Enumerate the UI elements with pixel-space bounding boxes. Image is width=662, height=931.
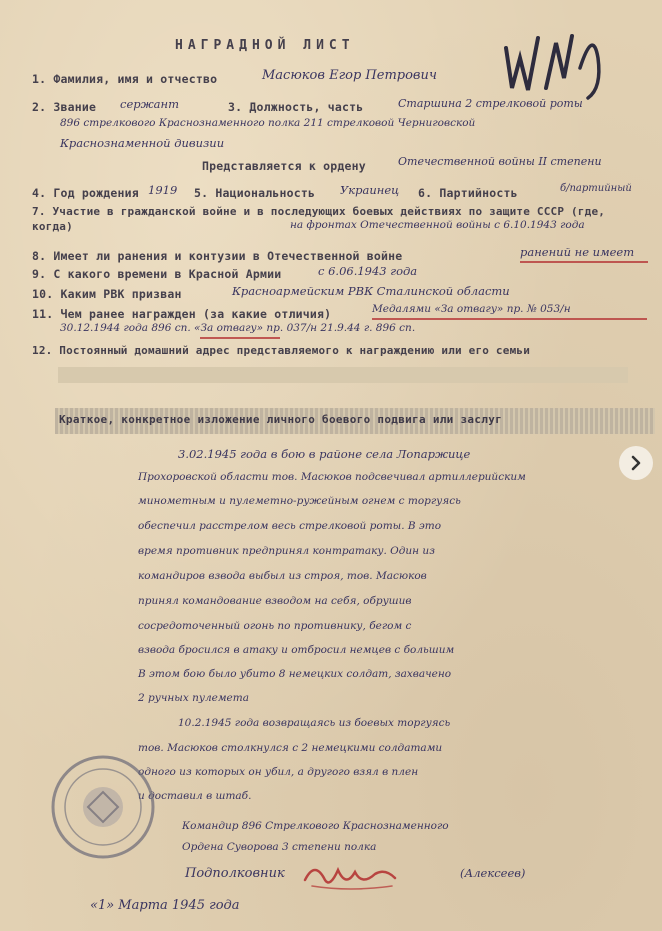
field-5-value: Украинец xyxy=(340,183,400,197)
field-6-label: 6. Партийность xyxy=(418,186,518,200)
field-7-value: на фронтах Отечественной войны с 6.10.1943 года xyxy=(290,219,585,231)
field-5-label: 5. Национальность xyxy=(194,186,316,200)
narrative-line-6: командиров взвода выбыл из строя, тов. Масюков xyxy=(138,570,427,582)
narrative-line-9: взвода бросился в атаку и отбросил немцев с большим xyxy=(138,644,455,656)
field-2-label: 2. Звание xyxy=(32,100,97,114)
field-11-value-cont: 30.12.1944 года 896 сп. «За отвагу» пр. 037/н 21.9.44 г. 896 сп. xyxy=(60,322,416,334)
next-page-button[interactable] xyxy=(619,446,653,480)
narrative-line-7: принял командование взводом на себя, обрушив xyxy=(138,595,412,607)
document-title: НАГРАДНОЙ ЛИСТ xyxy=(175,38,355,53)
signature-name: (Алексеев) xyxy=(460,866,526,880)
narrative-line-15: и доставил в штаб. xyxy=(138,790,252,802)
official-round-stamp xyxy=(48,752,158,862)
field-8-label: 8. Имеет ли ранения и контузии в Отечественной войне xyxy=(32,249,403,263)
nomination-value: Отечественной войны II степени xyxy=(398,155,602,168)
field-4-label: 4. Год рождения xyxy=(32,186,139,200)
narrative-line-2: Прохоровской области тов. Масюков подсвечивал артиллерийским xyxy=(138,471,526,483)
field-9-value: с 6.06.1943 года xyxy=(318,264,418,278)
narrative-line-11: 2 ручных пулемета xyxy=(138,692,249,704)
field-7-label: 7. Участие в гражданской войне и в последующих боевых действиях по защите СССР (где, когда) xyxy=(32,205,606,233)
field-9-label: 9. С какого времени в Красной Армии xyxy=(32,267,282,281)
narrative-line-14: одного из которых он убил, а другого взял в плен xyxy=(138,766,419,778)
field-8-value: ранений не имеет xyxy=(520,245,635,259)
field-3-value-cont: 896 стрелкового Краснознаменного полка 211 стрелковой Черниговской xyxy=(60,117,476,129)
field-11-value: Медалями «За отвагу» пр. № 053/н xyxy=(372,303,571,315)
field-1-value: Масюков Егор Петрович xyxy=(262,68,437,83)
field-10-label: 10. Каким РВК призван xyxy=(32,287,182,301)
handwritten-signature xyxy=(300,858,400,894)
field-8-underline xyxy=(520,261,648,263)
field-11-label: 11. Чем ранее награжден (за какие отличия) xyxy=(32,307,332,321)
chevron-right-icon xyxy=(627,454,645,472)
nomination-label: Представляется к ордену xyxy=(202,159,366,173)
redacted-address-bar xyxy=(58,367,628,383)
narrative-line-10: В этом бою было убито 8 немецких солдат, захвачено xyxy=(138,668,452,680)
field-1-label: 1. Фамилия, имя и отчество xyxy=(32,72,218,86)
field-11-underline xyxy=(372,318,647,320)
narrative-line-5: время противник предпринял контратаку. Один из xyxy=(138,545,435,557)
field-11-underline-2 xyxy=(200,337,280,339)
field-3-label: 3. Должность, часть xyxy=(228,100,364,114)
document-date: «1» Марта 1945 года xyxy=(90,898,240,913)
narrative-line-13: тов. Масюков столкнулся с 2 немецкими солдатами xyxy=(138,742,443,754)
signature-line-2: Ордена Суворова 3 степени полка xyxy=(182,841,377,853)
signature-line-1: Командир 896 Стрелкового Краснознаменного xyxy=(182,820,449,832)
signature-rank: Подполковник xyxy=(185,866,285,881)
section-heading xyxy=(55,408,655,434)
field-12-label: 12. Постоянный домашний адрес представляемого к награждению или его семьи xyxy=(32,344,531,357)
field-2-value: сержант xyxy=(120,97,180,111)
narrative-line-12: 10.2.1945 года возвращаясь из боевых торгуясь xyxy=(178,717,451,729)
narrative-line-4: обеспечил расстрелом весь стрелковой роты. В это xyxy=(138,520,442,532)
field-4-value: 1919 xyxy=(148,183,178,197)
field-6-value: б/партийный xyxy=(560,183,632,194)
section-heading-text: Краткое, конкретное изложение личного боевого подвига или заслуг xyxy=(59,413,503,426)
narrative-line-1: 3.02.1945 года в бою в районе села Лопаржице xyxy=(178,447,471,461)
field-3-value-cont2: Краснознаменной дивизии xyxy=(60,136,225,150)
field-3-value: Старшина 2 стрелковой роты xyxy=(398,97,583,110)
narrative-line-3: минометным и пулеметно-ружейным огнем с торгуясь xyxy=(138,495,461,507)
field-10-value: Красноармейским РВК Сталинской области xyxy=(232,284,510,298)
narrative-line-8: сосредоточенный огонь по противнику, бегом с xyxy=(138,620,412,632)
